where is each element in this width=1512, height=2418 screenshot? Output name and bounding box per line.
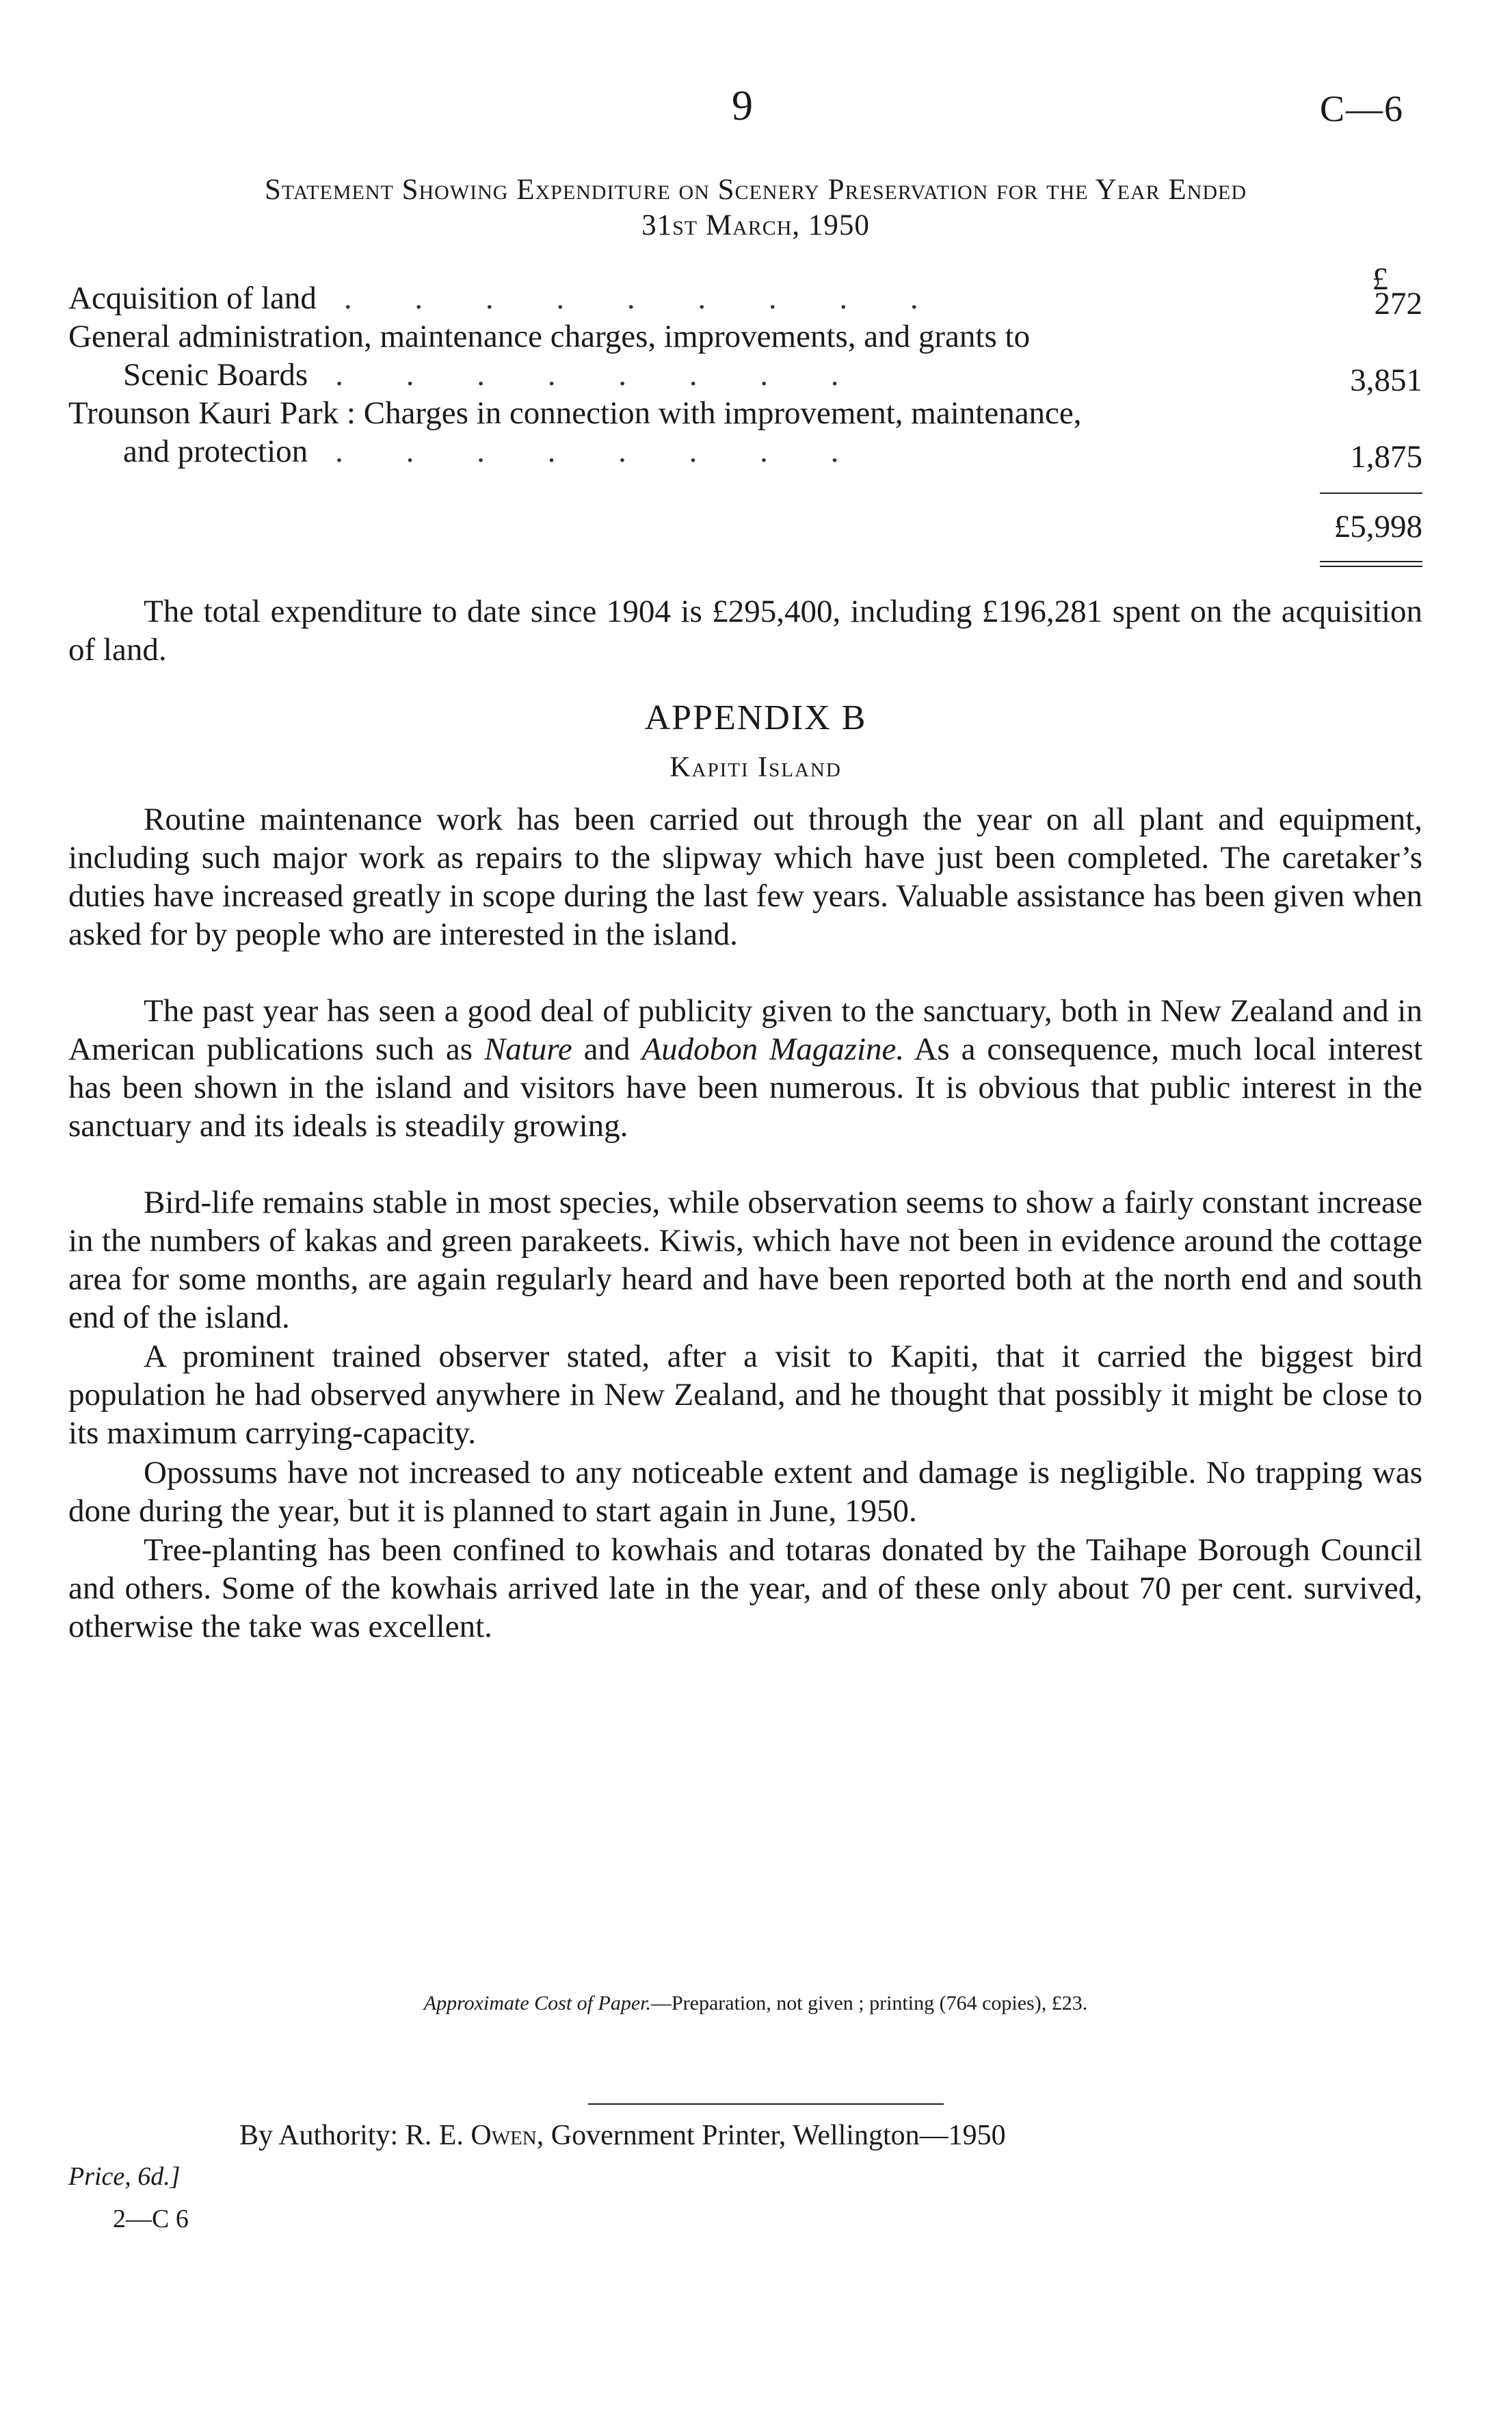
statement-title-line2: 31st March, 1950: [641, 209, 870, 241]
authority-prefix: By Authority:: [239, 2120, 399, 2151]
statement-title: [68, 172, 1443, 244]
price: Price, 6d.]: [68, 2162, 181, 2191]
statement-title-line1: Statement Showing Expenditure on Scenery Preservation for the Year Ended: [265, 174, 1247, 206]
authority-line: [239, 2119, 1006, 2152]
item-label-cont: and protection: [123, 434, 308, 469]
para-text: The past year has seen a good deal of publicity given to the sanctuary, both in New Zealand and in American publications such as: [68, 993, 1422, 1067]
appendix-paragraph: [68, 992, 1422, 1145]
item-label: Trounson Kauri Park : Charges in connection with improvement, maintenance,: [68, 395, 1082, 431]
appendix-paragraph: Bird-life remains stable in most species, while observation seems to show a fairly constant increase in the numbers of kakas and green parakeets. Kiwis, which have not been in evidence around the cottage area for some months, are again regularly heard and have been reported both at the north end and south end of the island.: [68, 1185, 1422, 1335]
para-text: and: [583, 1031, 631, 1067]
publication-name: Audobon Magazine.: [641, 1031, 905, 1067]
printer-name: R. E. Owen,: [405, 2120, 544, 2151]
publication-name: Nature: [483, 1031, 572, 1067]
item-amount: 272: [1374, 286, 1422, 321]
total-expenditure-paragraph: The total expenditure to date since 1904 is £295,400, including £196,281 spent on the acquisition of land.: [68, 594, 1422, 668]
page-number: 9: [732, 83, 753, 129]
para-text: As a consequence, much local interest has been shown in the island and visitors have been numerous. It is obvious that public interest in the sanctuary and its ideals is steadily growing.: [68, 1031, 1423, 1144]
item-label: General administration, maintenance charges, improvements, and grants to: [68, 319, 1031, 354]
footer-rule: [588, 2103, 944, 2105]
total-double-rule: [1320, 561, 1422, 567]
document-code-bottom: 2—C 6: [113, 2205, 189, 2233]
item-amount: 1,875: [1350, 439, 1422, 475]
document-code: C—6: [1320, 88, 1405, 129]
currency-symbol: £: [1372, 261, 1388, 297]
appendix-paragraph: Tree-planting has been confined to kowhais and totaras donated by the Taihape Borough Council and others. Some of the kowhais arrived late in the year, and of these only about 70 per cent. survived, otherwise the take was excellent.: [68, 1532, 1422, 1644]
cost-text: —Preparation, not given ; printing (764 copies), £23.: [650, 1992, 1088, 2014]
total-amount: £5,998: [1334, 509, 1422, 544]
subtotal-rule: [1320, 492, 1422, 494]
item-label: Acquisition of land: [68, 280, 317, 316]
item-amount: 3,851: [1350, 363, 1422, 398]
appendix-paragraph: Routine maintenance work has been carried out through the year on all plant and equipment, including such major work as repairs to the slipway which have just been completed. The caretaker’s duties have increased greatly in scope during the last few years. Valuable assistance has been given when asked for by people who are interested in the island.: [68, 802, 1422, 952]
appendix-paragraph: Opossums have not increased to any noticeable extent and damage is negligible. No trapping was done during the year, but it is planned to start again in June, 1950.: [68, 1455, 1422, 1529]
cost-note: [68, 1992, 1443, 2015]
appendix-heading: APPENDIX B: [644, 698, 867, 737]
cost-label: Approximate Cost of Paper.: [423, 1992, 651, 2014]
appendix-paragraph: A prominent trained observer stated, after a visit to Kapiti, that it carried the biggest bird population he had observed anywhere in New Zealand, and he thought that possibly it might be close to its maximum carrying-capacity.: [68, 1339, 1422, 1451]
appendix-subheading: Kapiti Island: [669, 752, 842, 783]
item-label-cont: Scenic Boards: [123, 357, 308, 393]
authority-rest: Government Printer, Wellington—1950: [551, 2120, 1006, 2151]
